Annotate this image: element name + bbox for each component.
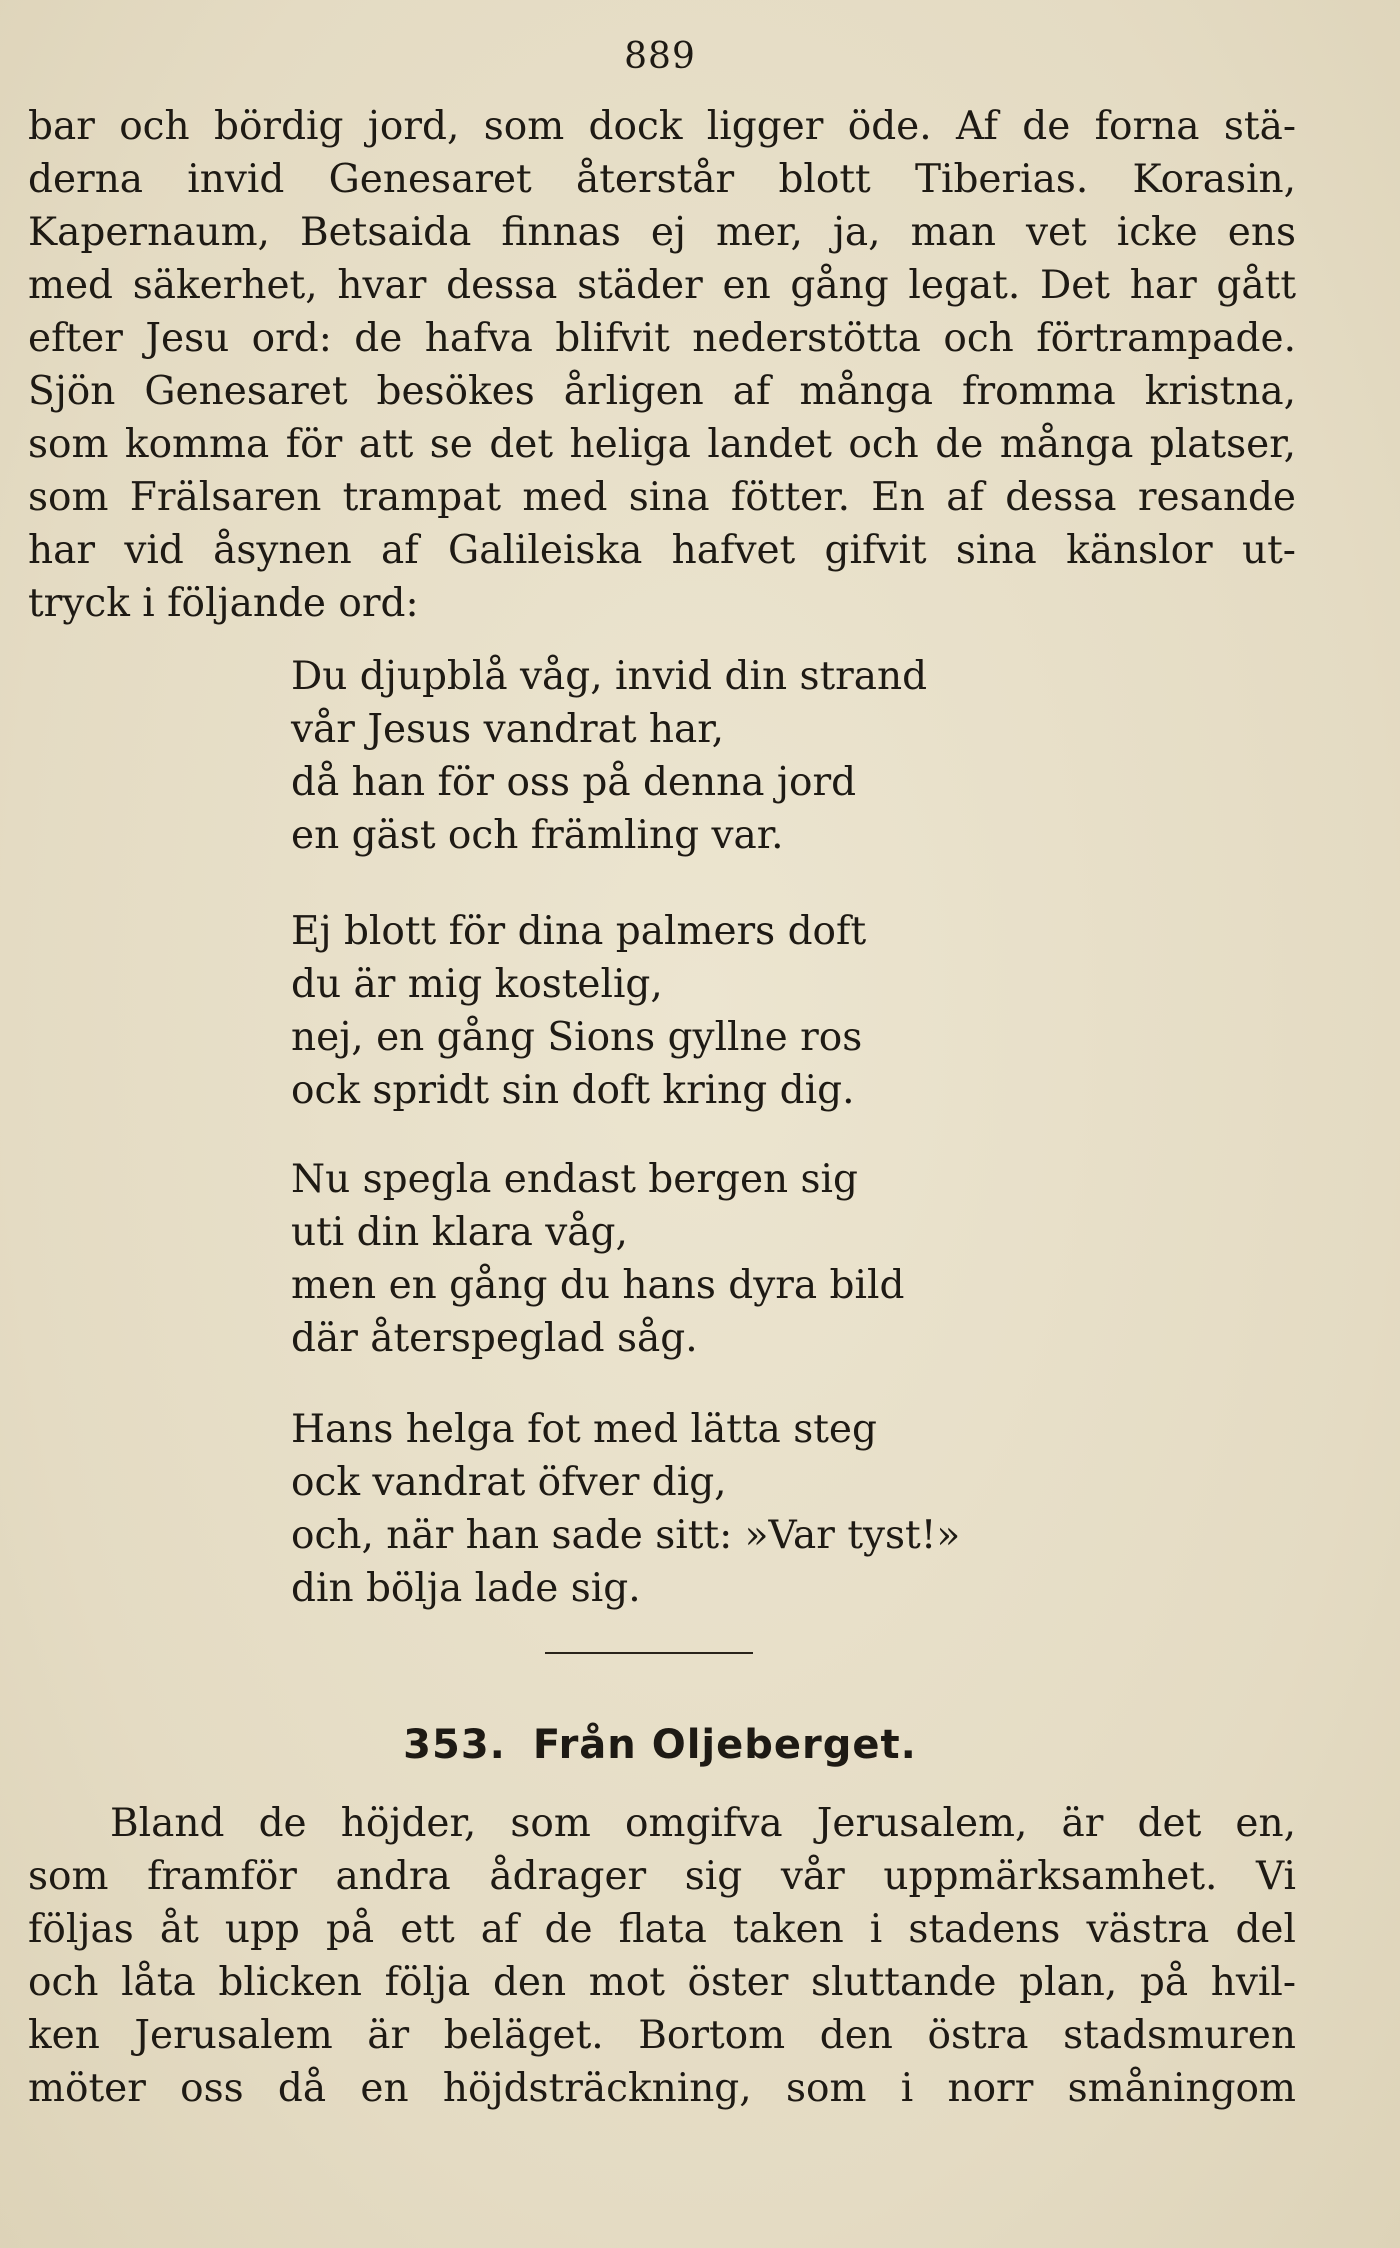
poem-stanza — [291, 905, 866, 1117]
poem-line: där återspeglad såg. — [291, 1316, 698, 1361]
poem-line: vår Jesus vandrat har, — [291, 707, 725, 752]
section-title: Från Oljeberget. — [532, 1722, 917, 1768]
text-line: bar och bördig jord, som dock ligger öde. Af de forna stä- — [28, 104, 1296, 149]
poem-line: din bölja lade sig. — [291, 1566, 641, 1611]
text-line: som framför andra ådrager sig vår uppmärksamhet. Vi — [28, 1854, 1296, 1899]
poem-line: Hans helga fot med lätta steg — [291, 1407, 877, 1452]
poem-line: en gäst och främling var. — [291, 813, 784, 858]
page-number: 889 — [624, 36, 696, 77]
paragraph-oljeberget — [28, 1797, 1296, 2115]
poem-stanza — [291, 650, 927, 862]
text-line: Bland de höjder, som omgifva Jerusalem, är det en, — [110, 1801, 1296, 1846]
poem-stanza — [291, 1153, 904, 1365]
text-line: derna invid Genesaret återstår blott Tiberias. Korasin, — [28, 157, 1296, 202]
poem-line: ock spridt sin doft kring dig. — [291, 1068, 855, 1113]
poem-line: Nu spegla endast bergen sig — [291, 1157, 858, 1202]
text-line: som Frälsaren trampat med sina fötter. En af dessa resande — [28, 475, 1296, 520]
poem-line: och, när han sade sitt: »Var tyst!» — [291, 1513, 961, 1558]
poem-stanza — [291, 1403, 960, 1615]
text-line: efter Jesu ord: de hafva blifvit nederstötta och förtrampade. — [28, 316, 1296, 361]
section-divider — [545, 1652, 753, 1654]
poem-line: Ej blott för dina palmers doft — [291, 909, 867, 954]
text-line: följas åt upp på ett af de flata taken i stadens västra del — [28, 1907, 1296, 1952]
poem-line: du är mig kostelig, — [291, 962, 663, 1007]
text-line: tryck i följande ord: — [28, 581, 419, 626]
poem-line: Du djupblå våg, invid din strand — [291, 654, 928, 699]
text-line: har vid åsynen af Galileiska hafvet gifvit sina känslor ut- — [28, 528, 1296, 573]
text-line: med säkerhet, hvar dessa städer en gång legat. Det har gått — [28, 263, 1296, 308]
section-number: 353. — [403, 1722, 506, 1768]
text-line: och låta blicken följa den mot öster sluttande plan, på hvil- — [28, 1960, 1296, 2005]
poem-line: men en gång du hans dyra bild — [291, 1263, 905, 1308]
poem-line: uti din klara våg, — [291, 1210, 628, 1255]
text-line: Sjön Genesaret besökes årligen af många fromma kristna, — [28, 369, 1296, 414]
section-heading — [0, 1722, 1320, 1768]
poem-line: då han för oss på denna jord — [291, 760, 857, 805]
text-line: möter oss då en höjdsträckning, som i norr småningom — [28, 2066, 1296, 2111]
poem-line: ock vandrat öfver dig, — [291, 1460, 727, 1505]
text-line: som komma för att se det heliga landet och de många platser, — [28, 422, 1296, 467]
text-line: ken Jerusalem är beläget. Bortom den östra stadsmuren — [28, 2013, 1296, 2058]
text-line: Kapernaum, Betsaida finnas ej mer, ja, man vet icke ens — [28, 210, 1296, 255]
paragraph-intro — [28, 100, 1296, 630]
poem-line: nej, en gång Sions gyllne ros — [291, 1015, 863, 1060]
